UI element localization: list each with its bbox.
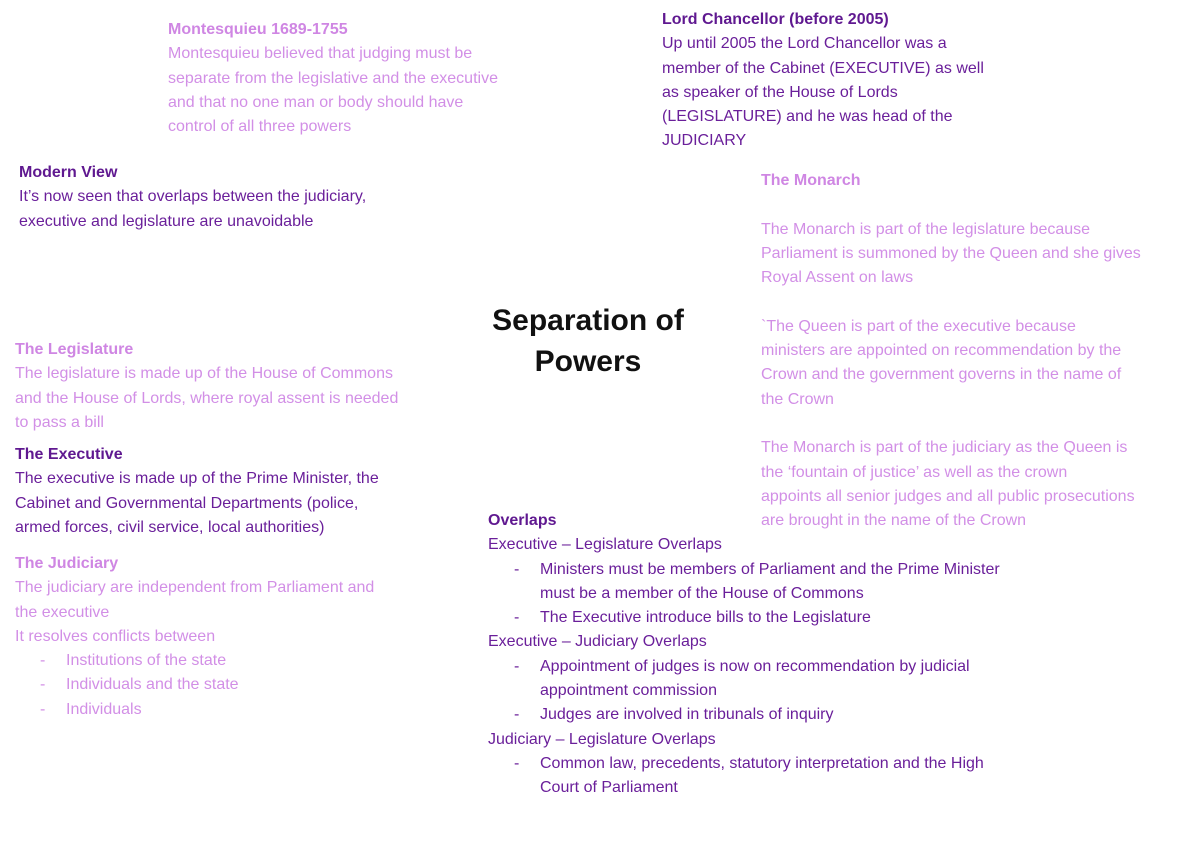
- lord-chancellor-line: (LEGISLATURE) and he was head of the: [662, 108, 953, 126]
- executive-heading: The Executive: [15, 446, 123, 463]
- monarch-line: Parliament is summoned by the Queen and she gives: [761, 244, 1141, 262]
- monarch-heading: The Monarch: [761, 172, 861, 189]
- lord-chancellor-line: member of the Cabinet (EXECUTIVE) as well: [662, 59, 984, 77]
- modern-view-heading: Modern View: [19, 164, 118, 181]
- montesquieu-line: Montesquieu believed that judging must be: [168, 45, 473, 63]
- monarch-line: the Crown: [761, 390, 834, 408]
- lord-chancellor-section: [662, 8, 984, 154]
- overlap-group-label: Executive – Legislature Overlaps: [488, 536, 722, 554]
- dash-bullet: -: [514, 609, 520, 627]
- page-title-line: Separation of: [492, 304, 684, 337]
- lord-chancellor-heading: Lord Chancellor (before 2005): [662, 11, 889, 28]
- montesquieu-heading: Montesquieu 1689-1755: [168, 21, 348, 38]
- overlap-list: [488, 752, 1000, 801]
- dash-bullet: -: [514, 560, 520, 578]
- executive-section: [15, 443, 379, 540]
- judiciary-section: [15, 552, 374, 722]
- monarch-line: [761, 290, 1141, 314]
- list-item: [15, 649, 374, 673]
- list-item: [488, 703, 1000, 727]
- overlap-list: [488, 558, 1000, 631]
- list-item: [488, 606, 1000, 630]
- monarch-line: are brought in the name of the Crown: [761, 512, 1027, 530]
- montesquieu-line: control of all three powers: [168, 118, 352, 136]
- montesquieu-section: [168, 18, 498, 139]
- judiciary-line: The judiciary are independent from Parliament and: [15, 579, 375, 597]
- montesquieu-line: separate from the legislative and the executive: [168, 69, 498, 87]
- dash-bullet: -: [40, 652, 46, 670]
- list-item: [488, 655, 1000, 704]
- list-item-text: Individuals: [66, 700, 142, 718]
- modern-view-line: executive and legislature are unavoidable: [19, 212, 314, 230]
- overlaps-section: [488, 509, 1000, 801]
- list-item: [15, 698, 374, 722]
- list-item: [488, 558, 1000, 607]
- lord-chancellor-line: as speaker of the House of Lords: [662, 83, 898, 101]
- monarch-line: The Monarch is part of the judiciary as the Queen is: [761, 439, 1128, 457]
- dash-bullet: -: [40, 676, 46, 694]
- executive-line: armed forces, civil service, local authorities): [15, 518, 325, 536]
- monarch-line: Royal Assent on laws: [761, 269, 914, 287]
- monarch-line: appoints all senior judges and all public prosecutions: [761, 487, 1135, 505]
- lord-chancellor-line: Up until 2005 the Lord Chancellor was a: [662, 35, 947, 53]
- monarch-line: Crown and the government governs in the name of: [761, 366, 1122, 384]
- list-item-text: appointment commission: [540, 682, 717, 700]
- monarch-section: [761, 169, 1141, 533]
- modern-view-line: It’s now seen that overlaps between the judiciary,: [19, 188, 367, 206]
- executive-line: Cabinet and Governmental Departments (police,: [15, 494, 359, 512]
- legislature-section: [15, 338, 398, 435]
- list-item-text: Ministers must be members of Parliament and the Prime Minister: [540, 560, 1000, 578]
- list-item-text: Appointment of judges is now on recommendation by judicial: [540, 657, 970, 675]
- list-item-text: Judges are involved in tribunals of inquiry: [540, 706, 834, 724]
- executive-line: The executive is made up of the Prime Minister, the: [15, 470, 379, 488]
- dash-bullet: -: [514, 706, 520, 724]
- page-title-line: Powers: [534, 345, 642, 378]
- overlaps-heading: Overlaps: [488, 512, 557, 529]
- monarch-line: The Monarch is part of the legislature because: [761, 220, 1091, 238]
- modern-view-section: [19, 161, 366, 234]
- monarch-line: `The Queen is part of the executive because: [761, 317, 1076, 335]
- list-item-text: Court of Parliament: [540, 779, 678, 797]
- montesquieu-line: and that no one man or body should have: [168, 93, 464, 111]
- overlap-list: [488, 655, 1000, 728]
- judiciary-heading: The Judiciary: [15, 555, 119, 572]
- judiciary-line: the executive: [15, 603, 110, 621]
- overlap-group-label: Executive – Judiciary Overlaps: [488, 633, 707, 651]
- monarch-line: [761, 412, 1141, 436]
- page-title: [478, 300, 698, 382]
- legislature-line: to pass a bill: [15, 413, 104, 431]
- monarch-line: ministers are appointed on recommendation by the: [761, 342, 1122, 360]
- legislature-line: The legislature is made up of the House of Commons: [15, 365, 393, 383]
- monarch-line: [761, 193, 1141, 217]
- list-item: [488, 752, 1000, 801]
- monarch-line: the ‘fountain of justice’ as well as the crown: [761, 463, 1068, 481]
- dash-bullet: -: [514, 657, 520, 675]
- list-item-text: Individuals and the state: [66, 676, 239, 694]
- lord-chancellor-line: JUDICIARY: [662, 132, 747, 150]
- dash-bullet: -: [40, 700, 46, 718]
- legislature-heading: The Legislature: [15, 341, 134, 358]
- list-item-text: must be a member of the House of Commons: [540, 584, 864, 602]
- list-item: [15, 673, 374, 697]
- legislature-line: and the House of Lords, where royal assent is needed: [15, 389, 399, 407]
- list-item-text: The Executive introduce bills to the Legislature: [540, 609, 871, 627]
- judiciary-list: [15, 649, 374, 722]
- overlap-group-label: Judiciary – Legislature Overlaps: [488, 730, 716, 748]
- list-item-text: Common law, precedents, statutory interpretation and the High: [540, 754, 984, 772]
- judiciary-line: It resolves conflicts between: [15, 627, 216, 645]
- list-item-text: Institutions of the state: [66, 652, 227, 670]
- dash-bullet: -: [514, 754, 520, 772]
